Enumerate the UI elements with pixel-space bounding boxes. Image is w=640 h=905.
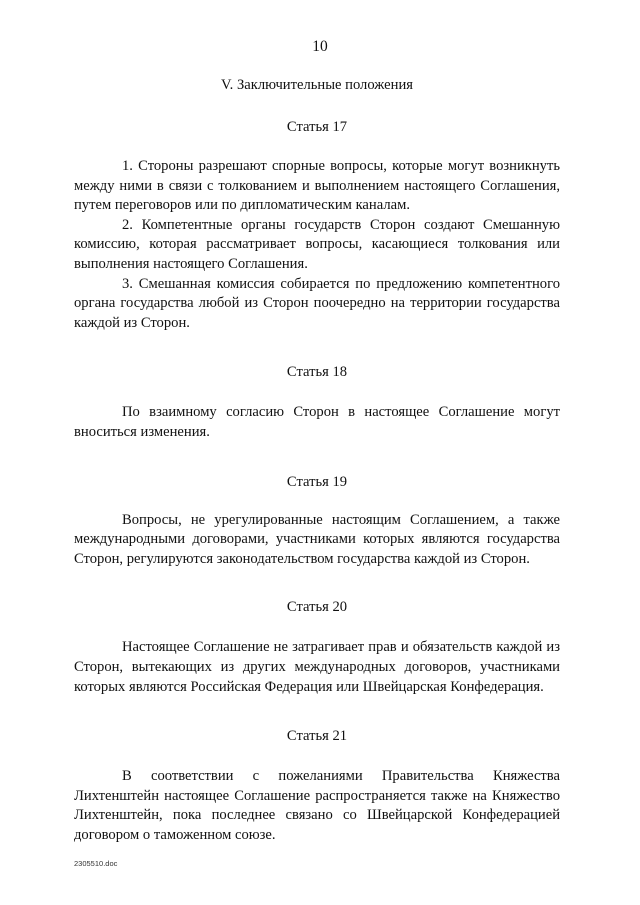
article-17-paragraph-3: 3. Смешанная комиссия собирается по предложению компетентного органа государства любой из Сторон поочередно на территории государства каждой из Сторон. [74,275,560,331]
article-21-paragraph-1: В соответствии с пожеланиями Правительства Княжества Лихтенштейн настоящее Соглашение распространяется также на Княжество Лихтенштейн, пока последнее связано со Швейцарской Конфедерацией договором о таможенном союзе. [74,768,560,843]
section-title: V. Заключительные положения [221,77,413,93]
article-20-paragraph-1: Настоящее Соглашение не затрагивает прав и обязательств каждой из Сторон, вытекающих из других международных договоров, участниками которых являются Российская Федерация или Швейцарская Конфедерация. [74,639,560,695]
footer-file-reference: 2305510.doc [74,859,118,868]
article-17-body [74,157,560,333]
article-18-paragraph-1: По взаимному согласию Сторон в настоящее Соглашение могут вноситься изменения. [74,404,560,440]
article-20-body [74,638,560,697]
document-body [74,76,560,845]
article-18-heading: Статья 18 [286,364,348,381]
article-19-heading: Статья 19 [286,473,348,490]
article-19-body [74,511,560,570]
article-21-heading: Статья 21 [286,728,348,745]
article-17-heading: Статья 17 [286,119,348,135]
article-18-body [74,403,560,442]
article-17-paragraph-1: 1. Стороны разрешают спорные вопросы, которые могут возникнуть между ними в связи с толкованием и выполнением настоящего Соглашения, путем переговоров или по дипломатическим каналам. [74,158,560,214]
page-number: 10 [312,38,328,55]
article-19-paragraph-1: Вопросы, не урегулированные настоящим Соглашением, а также международными договорами, участниками которых являются государства Сторон, регулируются законодательством государства каждой из Сторон. [74,511,560,567]
article-17-paragraph-2: 2. Компетентные органы государств Сторон создают Смешанную комиссию, которая рассматривает вопросы, касающиеся толкования или выполнения настоящего Соглашения. [74,216,560,272]
article-20-heading: Статья 20 [286,599,348,616]
article-21-body [74,767,560,845]
